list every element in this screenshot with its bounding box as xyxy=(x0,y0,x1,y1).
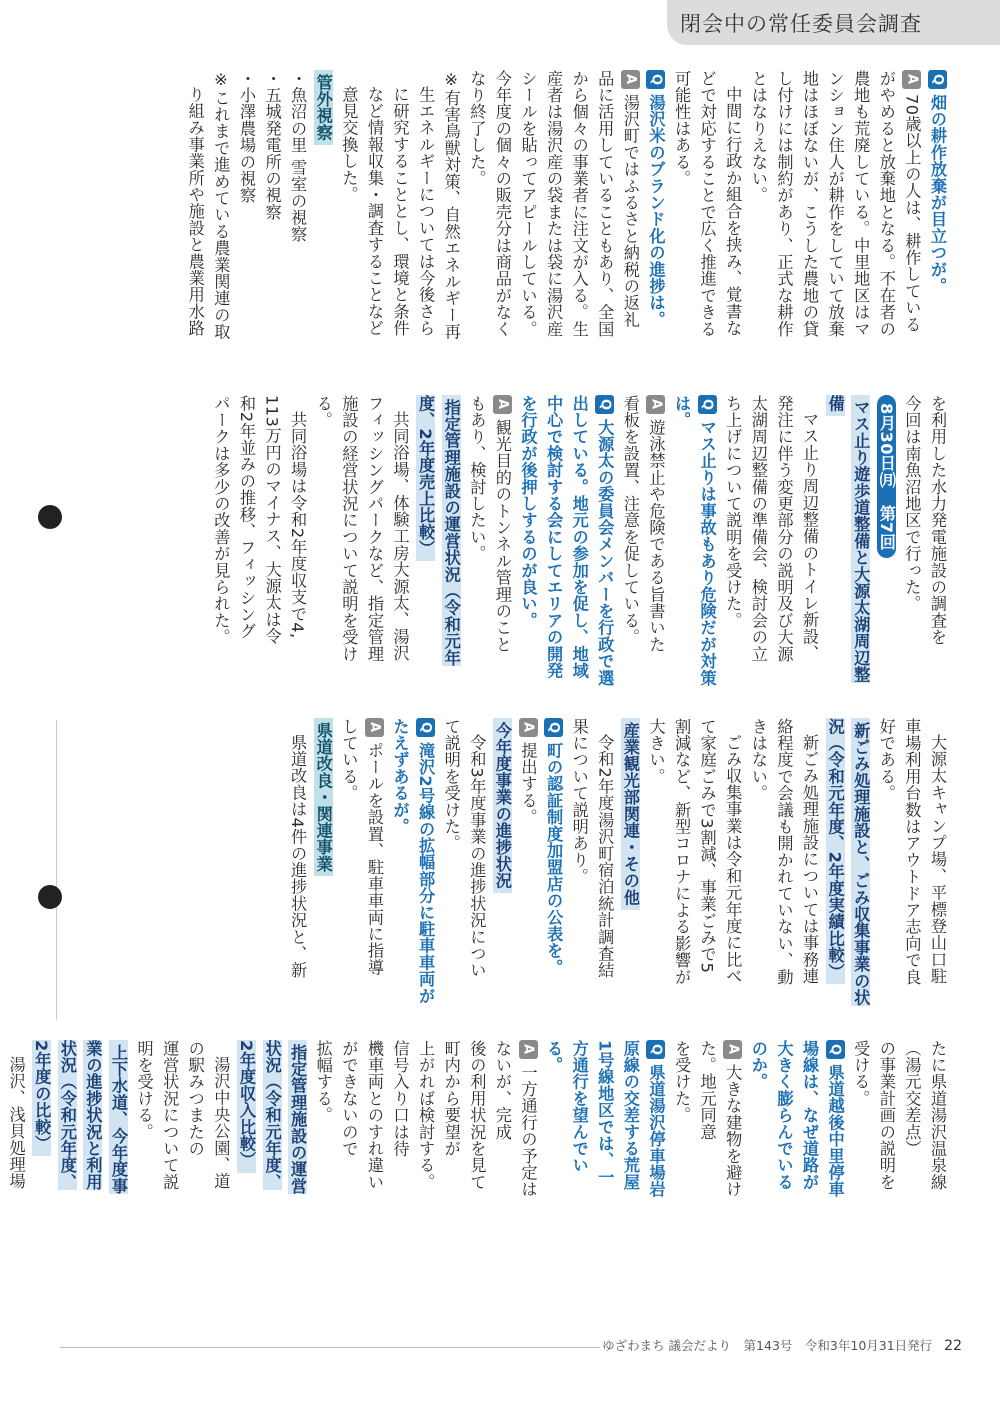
column-3 xyxy=(85,718,950,1018)
answer-line: どで対応することで広く推進できる xyxy=(697,70,717,338)
answer-line: とはなりえない。 xyxy=(748,70,768,204)
a-badge-icon: A xyxy=(621,70,640,89)
a-badge-icon: A xyxy=(723,1040,742,1059)
answer-line: シールを貼ってアピールしている。 xyxy=(518,70,538,338)
a-badge-icon: A xyxy=(519,1040,538,1059)
text-line: ち上げについて説明を受けた。 xyxy=(723,395,743,629)
question: Q県道湯沢停車場岩原線の交差する荒屋1号線地区では、一方通行を望んでいる。 xyxy=(544,1040,666,1198)
column-4 xyxy=(6,1040,950,1200)
answer-line: 拡幅する。 xyxy=(313,1040,333,1124)
page-number: 22 xyxy=(944,1338,962,1354)
answer-line: を受けた。 xyxy=(672,1040,692,1124)
answer-line: 産者は湯沢産の袋または袋に湯沢産 xyxy=(544,70,564,338)
text-line: 共同浴場、体験工房大源太、湯沢 xyxy=(390,411,410,662)
text-line: 絡程度で会議も開かれていない、動 xyxy=(774,718,794,986)
answer-line: なり終了した。 xyxy=(467,70,487,187)
answer-line: 看板を設置、注意を促している。 xyxy=(620,395,640,646)
question: Qマス止りは事故もあり危険だが対策は。 xyxy=(672,395,717,687)
section-heading: 上下水道、今年度事業の進捗状況と利用状況（令和元年度、2年度の比較） xyxy=(32,1040,128,1195)
a-badge-icon: A xyxy=(493,395,512,414)
text-line: ごみ収集事業は令和元年度に比べ xyxy=(723,734,743,985)
text-line: の事業計画の説明を受ける。 xyxy=(851,1040,896,1191)
answer: A提出する。 xyxy=(515,718,541,1018)
answer: Aポールを設置、駐車車両に指導 xyxy=(361,718,387,1018)
section-heading: 指定管理施設の運営状況（令和元年度、2年度売上比較） xyxy=(416,395,461,667)
session-date-badge: 8月30日㈪ 第7回 xyxy=(877,395,896,558)
footer-rule xyxy=(60,1347,600,1348)
q-badge-icon: Q xyxy=(595,395,614,414)
text-line: 施設の経営状況について説明を受け xyxy=(339,395,359,663)
question: Q大源太の委員会メンバーを行政で選出している。地元の参加を促し、地域中心で検討する会にしてエリアの開発を行政が後押しするのが良い。 xyxy=(518,395,615,687)
divider-line xyxy=(56,720,57,1020)
answer-line: 今年度の個々の販売分は商品がなく xyxy=(492,70,512,338)
text-line: る。 xyxy=(313,395,333,429)
text-line: 好である。 xyxy=(876,718,896,802)
text-line: マス止り周辺整備のトイレ新設、 xyxy=(800,411,820,662)
text-line: 共同浴場は令和2年度収支で4, xyxy=(288,411,308,639)
text-line: 113万円のマイナス、大源太は令 xyxy=(262,395,282,645)
note-line: ※これまで進めている農業関連の取 xyxy=(211,70,231,340)
text-line: 発注に伴う変更部分の説明及び大源 xyxy=(774,395,794,663)
q-badge-icon: Q xyxy=(698,395,717,414)
section-heading: 新ごみ処理施設と、ごみ収集事業の状況（令和元年度、2年度実績比較） xyxy=(825,718,871,1006)
text-line: 令和3年度事業の進捗状況につい xyxy=(467,734,487,979)
answer-line: 品に活用していることもあり、全国 xyxy=(595,70,615,338)
answer-line: 上がれば検討する。信号入り口は待 xyxy=(390,1040,436,1191)
answer-line: もあり、検討したい。 xyxy=(467,395,487,562)
answer: A一方通行の予定はないが、完成 xyxy=(492,1040,538,1198)
header-tab xyxy=(932,0,1000,45)
section-heading: 産業観光部関連・その他 xyxy=(621,718,640,910)
text-line: 運営状況について説明を受ける。 xyxy=(134,1040,180,1191)
note-line: ※有害鳥獣対策、自然エネルギー再 xyxy=(441,70,461,340)
section-heading: 指定管理施設の運営状況（令和元年度、2年度収入比較） xyxy=(236,1040,308,1195)
text-line: たに県道湯沢温泉線（湯元交差点） xyxy=(902,1040,947,1191)
q-badge-icon: Q xyxy=(544,718,563,737)
question: Q滝沢2号線の拡幅部分に駐車車両がたえずあるが。 xyxy=(390,718,436,1005)
text-line: きはない。 xyxy=(748,718,768,802)
q-badge-icon: Q xyxy=(416,718,435,737)
text-line: て説明を受けた。 xyxy=(441,718,461,852)
list-item: ・五城発電所の視察 xyxy=(262,70,282,221)
q-badge-icon: Q xyxy=(646,1040,665,1059)
text-line: 和2年並みの推移、フィッシング xyxy=(236,395,256,640)
list-item: ・小澤農場の視察 xyxy=(236,70,256,204)
note-line: に研究することとし、環境と条件 xyxy=(390,86,410,337)
page-title: 閉会中の常任委員会調査 xyxy=(680,12,922,36)
column-1 xyxy=(85,70,950,370)
answer-line: 後の利用状況を見て町内から要望が xyxy=(441,1040,487,1191)
text-line: 大源太キャンプ場、平標登山口駐 xyxy=(928,734,947,985)
answer-line: 中間に行政か組合を挟み、覚書な xyxy=(723,86,743,337)
question: Q県道越後中里停車場線は、なぜ道路が大きく膨らんでいるのか。 xyxy=(748,1040,845,1198)
a-badge-icon: A xyxy=(365,718,384,737)
answer-line: から個々の事業者に注文が入る。生 xyxy=(569,70,589,338)
answer-line: し付けには制約があり、正式な耕作 xyxy=(774,70,794,338)
text-line: て家庭ごみで3割減、事業ごみで5 xyxy=(697,718,717,974)
section-heading: マス止り遊歩道整備と大源太湖周辺整備 xyxy=(825,395,871,683)
section-heading-kendo: 県道改良・関連事業 xyxy=(314,718,333,876)
note-line: り組み事業所や施設と農業用水路 xyxy=(185,86,205,337)
answer: A大きな建物を避けた。地元同意 xyxy=(697,1040,743,1198)
text-line: 県道改良は4件の進捗状況と、新 xyxy=(288,734,308,979)
section-heading-kangai: 管外視察 xyxy=(314,70,333,145)
q-badge-icon: Q xyxy=(826,1040,845,1059)
binding-hole-icon xyxy=(38,885,62,909)
answer-line: 地はほぼないが、こうした農地の貸 xyxy=(800,70,820,338)
answer-line: している。 xyxy=(339,718,359,802)
text-line: 新ごみ処理施設については事務連 xyxy=(800,734,820,985)
answer: A観光目的のトンネル管理のこと xyxy=(489,395,515,695)
text-line: を利用した水力発電施設の調査を xyxy=(928,395,947,646)
text-line: 割減など、新型コロナによる影響が xyxy=(672,718,692,986)
q-badge-icon: Q xyxy=(646,70,665,89)
answer: A遊泳禁止や危険である旨書いた xyxy=(643,395,669,695)
question: Q湯沢米のブランド化の進捗は。 xyxy=(643,70,669,370)
text-line: 車場利用台数はアウトドア志向で良 xyxy=(902,718,922,986)
a-badge-icon: A xyxy=(902,70,921,89)
text-line: パークは多少の改善が見られた。 xyxy=(211,395,231,646)
note-line: 生エネルギーについては今後さら xyxy=(416,86,436,337)
text-line: 太湖周辺整備の準備会、検討会の立 xyxy=(748,395,768,663)
text-line: 令和2年度湯沢町宿泊統計調査結 xyxy=(595,734,615,979)
text-line: 果について説明あり。 xyxy=(569,718,589,885)
question: Q町の認証制度加盟店の公表を。 xyxy=(541,718,567,1018)
note-line: など情報収集・調査することなど xyxy=(364,86,384,337)
section-heading: 今年度事業の進捗状況 xyxy=(493,718,512,893)
a-badge-icon: A xyxy=(519,718,538,737)
answer-line: 機車両とのすれ違いができないので xyxy=(339,1040,384,1191)
answer-line: がやめると放棄地となる。不在者の xyxy=(876,70,896,338)
a-badge-icon: A xyxy=(646,395,665,414)
binding-hole-icon xyxy=(38,505,62,529)
answer-line: 農地も荒廃している。中里地区はマ xyxy=(851,70,871,338)
text-line: 大きい。 xyxy=(646,718,666,785)
text-line: 今回は南魚沼地区で行った。 xyxy=(902,395,922,613)
answer-line: 可能性はある。 xyxy=(672,70,692,187)
question: Q畑の耕作放棄が目立つが。 xyxy=(924,70,950,370)
note-line: 意見交換した。 xyxy=(339,86,359,204)
text-line: フィッシングパークなど、指定管理 xyxy=(364,395,384,663)
list-item: ・魚沼の里 雪室の視察 xyxy=(288,70,308,243)
q-badge-icon: Q xyxy=(928,70,947,89)
footer xyxy=(594,1336,962,1354)
answer-line: ンション住人が耕作をしていて放棄 xyxy=(825,70,845,338)
column-2 xyxy=(85,395,950,695)
text-line: 湯沢中央公園、道の駅みつまたの xyxy=(185,1040,231,1190)
answer: A湯沢町ではふるさと納税の返礼 xyxy=(617,70,643,370)
text-line: 湯沢、浅貝処理場 xyxy=(6,1056,26,1190)
answer: A70歳以上の人は、耕作している xyxy=(899,70,925,370)
footer-publication: ゆざわまち 議会だより 第143号 令和3年10月31日発行 xyxy=(602,1338,933,1353)
